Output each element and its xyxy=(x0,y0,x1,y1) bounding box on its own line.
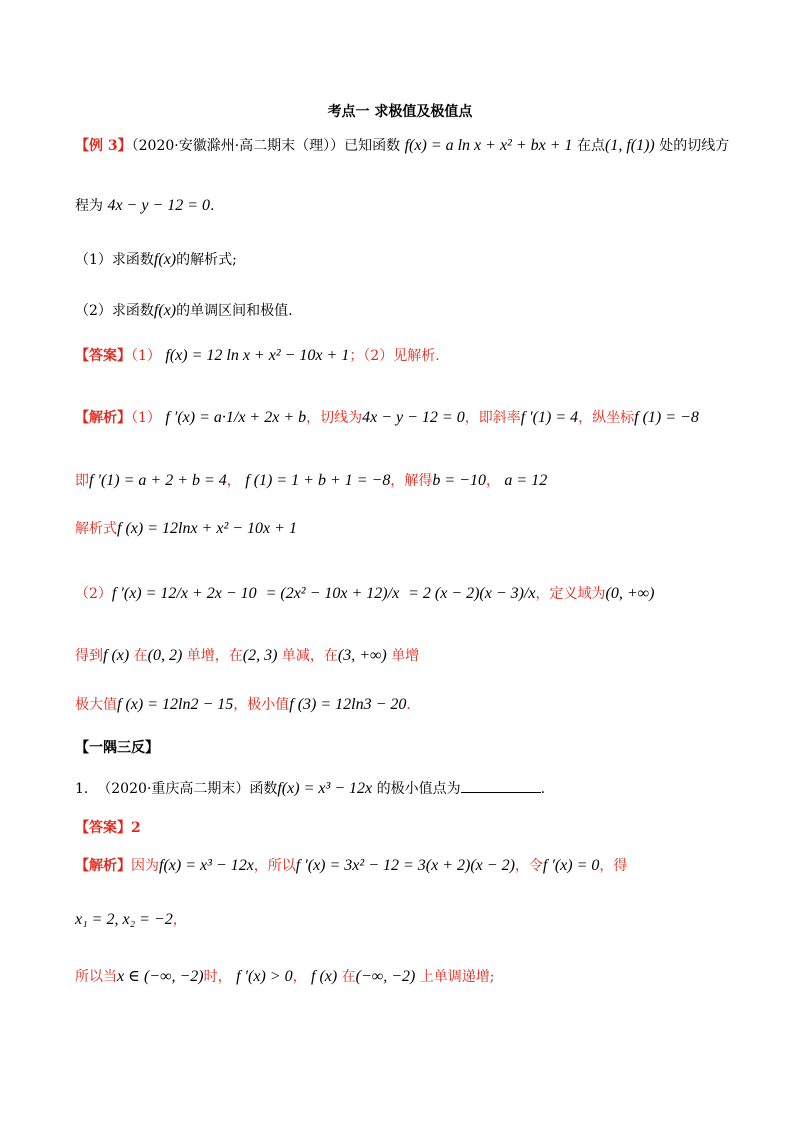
solution-tag: 【解析】 xyxy=(75,410,131,426)
text: 的解析式; xyxy=(176,252,237,268)
practice-question xyxy=(75,779,740,798)
text: ，纵坐标 xyxy=(578,410,635,426)
text: . xyxy=(540,781,546,797)
equation-1: f ′(1) = a + 2 + b = 4 xyxy=(89,472,227,489)
text: 解析式 xyxy=(75,521,117,537)
question-source: （2020·重庆高二期末）函数 xyxy=(97,781,278,797)
text: ，解得 xyxy=(390,473,433,489)
question-1 xyxy=(75,250,740,269)
text: . xyxy=(210,198,215,214)
fx-expression: f(x) xyxy=(153,302,177,319)
text: ，极小值 xyxy=(233,697,290,713)
example-source: （2020·安徽滁州·高二期末（理））已知函数 xyxy=(131,138,401,154)
solution-tag: 【解析】 xyxy=(75,858,131,874)
text: 得到 xyxy=(75,648,103,664)
text: ，得 xyxy=(599,858,628,874)
local-max-expression: f (x) = 12ln2 − 15 xyxy=(117,696,234,713)
text: （1） xyxy=(131,348,161,364)
text: 时， xyxy=(203,969,232,985)
practice-solution-line-3 xyxy=(75,967,740,986)
text: （2） xyxy=(75,586,112,602)
b-value: b = −10 xyxy=(432,472,486,489)
text: ， xyxy=(485,473,500,489)
slope-expression: f ′(1) = 4 xyxy=(520,409,579,426)
text: ，即斜率 xyxy=(464,410,521,426)
function-expression: f(x) = x³ − 12x xyxy=(159,857,254,874)
tangent-equation: 4x − y − 12 = 0 xyxy=(107,197,211,214)
text: 在点 xyxy=(577,138,605,154)
answer-expression: f(x) = 12 ln x + x² − 10x + 1 xyxy=(165,347,350,364)
text: （1） xyxy=(131,410,161,426)
derivative-expression: f ′(x) = a·1/x + 2x + b xyxy=(165,409,307,426)
example-tag: 【例 3】 xyxy=(75,138,132,154)
solution-line-1 xyxy=(75,408,740,427)
equation-2: f (1) = 1 + b + 1 = −8 xyxy=(245,472,391,489)
solution-line-5 xyxy=(75,646,740,665)
text: ， xyxy=(226,473,241,489)
text: ；（2）见解析. xyxy=(349,348,440,364)
analytic-expression: f (x) = 12lnx + x² − 10x + 1 xyxy=(117,520,297,537)
example-3-line-2 xyxy=(75,196,740,215)
interval-2: (2, 3) xyxy=(242,647,278,664)
question-2 xyxy=(75,301,740,320)
text: . xyxy=(406,697,411,713)
ordinate-expression: f (1) = −8 xyxy=(634,409,699,426)
solution-line-4 xyxy=(75,584,740,603)
text: 单减，在 xyxy=(281,648,338,664)
practice-heading: 【一隅三反】 xyxy=(75,740,159,756)
fx-expression: f (x) xyxy=(103,647,130,664)
practice-answer xyxy=(75,820,740,837)
text: 程为 xyxy=(75,198,103,214)
text: 的单调区间和极值. xyxy=(176,303,293,319)
derivative-positive: f ′(x) > 0 xyxy=(236,968,293,985)
text: ，定义域为 xyxy=(535,586,606,602)
text: 上单调递增; xyxy=(419,969,495,985)
derivative-form-1: f ′(x) = 12/x + 2x − 10 xyxy=(111,585,257,602)
text: ，所以 xyxy=(253,858,296,874)
solution-line-3 xyxy=(75,519,740,538)
local-min-expression: f (3) = 12ln3 − 20 xyxy=(289,696,407,713)
interval-3: (3, +∞) xyxy=(337,647,387,664)
function-expression: f(x) = a ln x + x² + bx + 1 xyxy=(404,137,573,154)
function-expression: f(x) = x³ − 12x xyxy=(277,780,373,797)
interval-1: (0, 2) xyxy=(147,647,183,664)
text: 即 xyxy=(75,473,89,489)
text: 单增 xyxy=(391,648,420,664)
solution-line-6 xyxy=(75,695,740,714)
text: 在 xyxy=(133,648,148,664)
fx-expression: f(x) xyxy=(153,251,177,268)
text: 在 xyxy=(341,969,356,985)
derivative-expression: f ′(x) = 3x² − 12 = 3(x + 2)(x − 2) xyxy=(295,857,515,874)
question-number: 1. xyxy=(75,781,89,797)
domain-interval: (0, +∞) xyxy=(605,585,655,602)
text: ，令 xyxy=(514,858,543,874)
text: 处的切线方 xyxy=(659,138,730,154)
answer-line xyxy=(75,346,740,365)
interval-expression-2: (−∞, −2) xyxy=(355,968,416,985)
derivative-form-2: = (2x² − 10x + 12)/x xyxy=(265,585,400,602)
answer-tag: 【答案】 xyxy=(75,348,131,364)
roots-expression: x₁ = 2, x₂ = −2 xyxy=(75,911,173,928)
practice-solution-line-1 xyxy=(75,856,740,875)
text: 的极小值点为 xyxy=(376,781,461,797)
derivative-zero: f ′(x) = 0 xyxy=(542,857,600,874)
text: 极大值 xyxy=(75,697,117,713)
text: 所以当 xyxy=(75,969,117,985)
point-expression: (1, f(1)) xyxy=(605,137,655,154)
solution-line-2 xyxy=(75,471,740,490)
text: ， xyxy=(172,912,187,928)
example-3-line-1 xyxy=(75,136,740,155)
text: 单增，在 xyxy=(186,648,243,664)
text: 因为 xyxy=(131,858,159,874)
a-value: a = 12 xyxy=(504,472,548,489)
text: （1）求函数 xyxy=(75,252,154,268)
fx-expression: f (x) xyxy=(311,968,338,985)
interval-expression: x ∈ (−∞, −2) xyxy=(117,968,204,985)
text: ，切线为 xyxy=(306,410,363,426)
page-title: 考点一 求极值及极值点 xyxy=(327,104,473,120)
answer-tag: 【答案】 xyxy=(75,820,131,836)
derivative-form-3: = 2 (x − 2)(x − 3)/x xyxy=(408,585,536,602)
text: ， xyxy=(292,969,307,985)
answer-blank xyxy=(461,792,541,793)
answer-value: 2 xyxy=(131,820,141,836)
tangent-expression: 4x − y − 12 = 0 xyxy=(362,409,465,426)
text: （2）求函数 xyxy=(75,303,154,319)
practice-solution-line-2 xyxy=(75,910,740,929)
